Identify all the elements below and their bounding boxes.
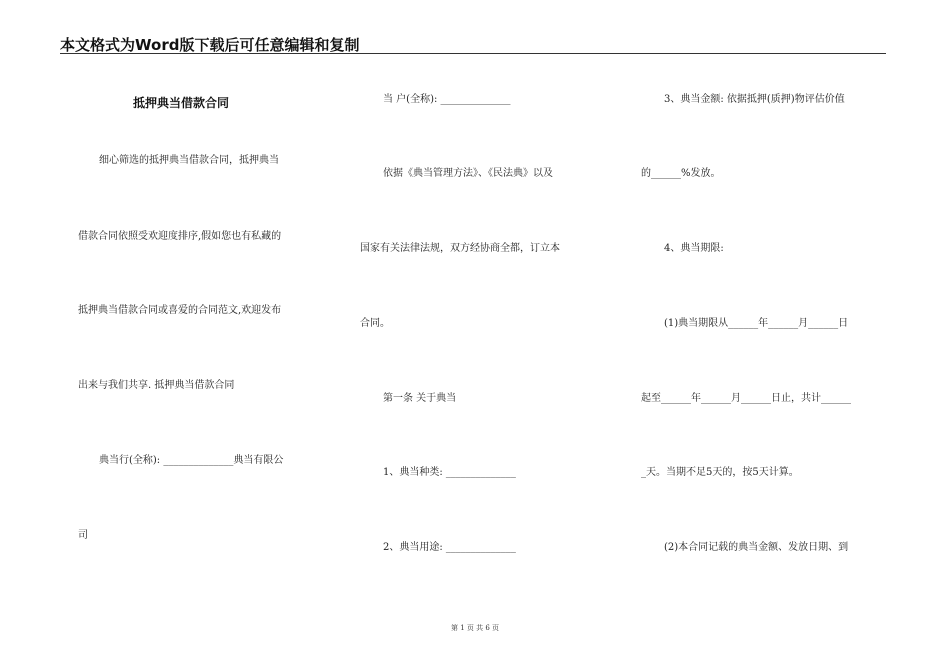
section-heading: 第一条 关于典当 [383, 393, 457, 404]
paragraph-line: (2)本合同记载的典当金额、发放日期、到 [664, 542, 849, 553]
paragraph-line: _天。当期不足5天的，按5天计算。 [641, 467, 799, 478]
paragraph-line: 3、典当金额: 依据抵押(质押)物评估价值 [664, 94, 845, 105]
document-title: 抵押典当借款合同 [133, 96, 230, 110]
paragraph-line: (1)典当期限从______年______月______日 [664, 318, 849, 329]
paragraph-line: 司 [78, 530, 88, 541]
paragraph-line: 的______%发放。 [641, 168, 721, 179]
header-divider [60, 53, 886, 54]
paragraph-line: 当 户(全称): ______________ [383, 94, 511, 105]
paragraph-line: 国家有关法律法规，双方经协商全都，订立本 [360, 243, 560, 254]
paragraph-line: 4、典当期限: [664, 243, 724, 254]
paragraph-line: 细心筛选的抵押典当借款合同，抵押典当 [99, 155, 279, 166]
paragraph-line: 依据《典当管理方法》、《民法典》以及 [383, 168, 553, 179]
paragraph-line: 抵押典当借款合同或喜爱的合同范文,欢迎发布 [78, 305, 282, 316]
paragraph-line: 出来与我们共享. 抵押典当借款合同 [78, 380, 235, 391]
paragraph-line: 起至______年______月______日止，共计______ [641, 393, 851, 404]
paragraph-line: 借款合同依照受欢迎度排序,假如您也有私藏的 [78, 231, 282, 242]
paragraph-line: 典当行(全称): ______________典当有限公 [99, 455, 284, 466]
paragraph-line: 2、典当用途: ______________ [383, 542, 516, 553]
page-number: 第 1 页 共 6 页 [450, 624, 500, 632]
paragraph-line: 1、典当种类: ______________ [383, 467, 516, 478]
paragraph-line: 合同。 [360, 318, 390, 329]
header-title: 本文格式为Word版下载后可任意编辑和复制 [60, 36, 360, 54]
